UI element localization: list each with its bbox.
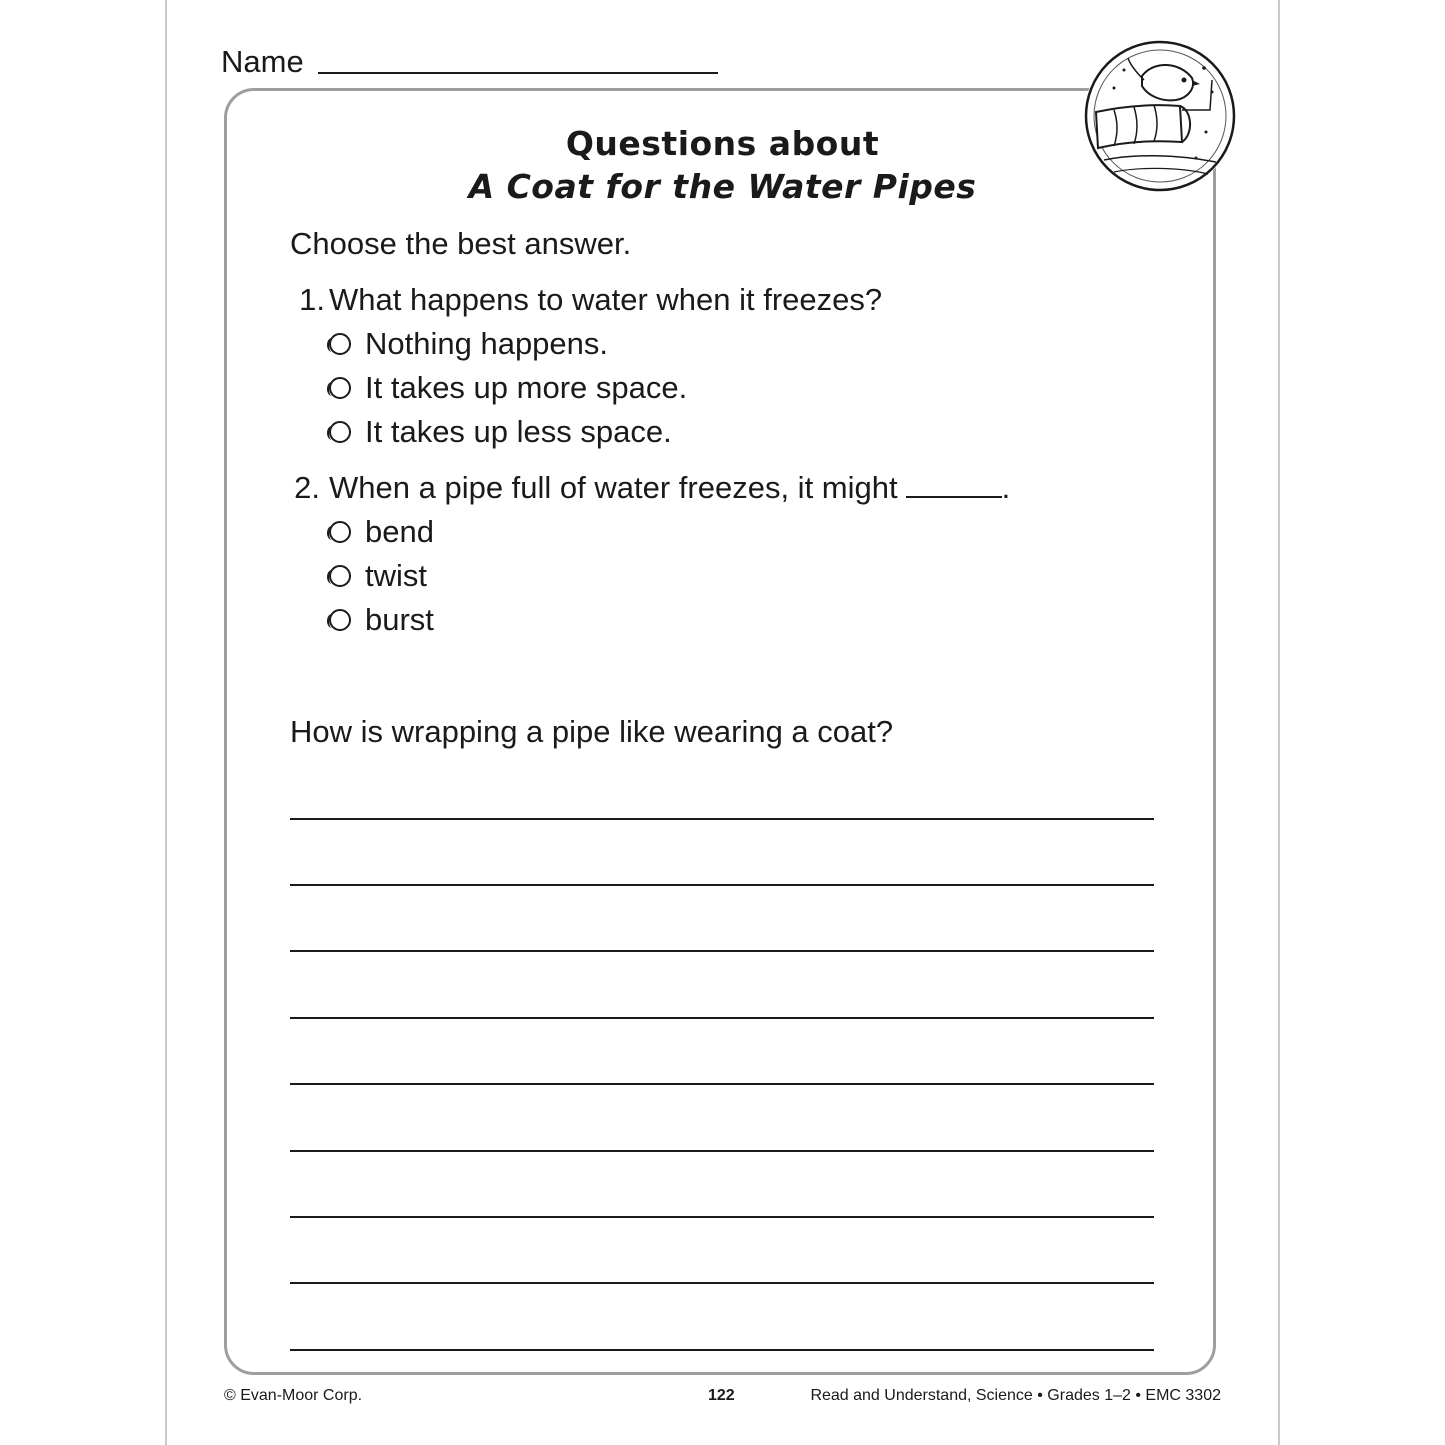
option-label: burst xyxy=(365,602,434,637)
instructions: Choose the best answer. xyxy=(290,226,632,261)
answer-line[interactable] xyxy=(290,1349,1154,1351)
question-2-text: When a pipe full of water freezes, it might xyxy=(329,470,898,505)
page-number: 122 xyxy=(708,1387,735,1404)
radio-circle-icon[interactable] xyxy=(329,521,351,543)
answer-line[interactable] xyxy=(290,818,1154,820)
question-1-option-1[interactable] xyxy=(329,322,608,366)
option-label: It takes up more space. xyxy=(365,370,688,405)
footer-copyright: © Evan-Moor Corp. xyxy=(224,1387,363,1404)
page-edge-left xyxy=(165,0,167,1445)
question-2-period: . xyxy=(1001,470,1011,505)
question-2-option-2[interactable] xyxy=(329,554,427,598)
radio-circle-icon[interactable] xyxy=(329,565,351,587)
answer-line[interactable] xyxy=(290,884,1154,886)
answer-line[interactable] xyxy=(290,950,1154,952)
radio-circle-icon[interactable] xyxy=(329,421,351,443)
question-2-option-3[interactable] xyxy=(329,598,434,642)
question-1-option-2[interactable] xyxy=(329,366,687,410)
page-edge-right xyxy=(1278,0,1280,1445)
title-line-2: A Coat for the Water Pipes xyxy=(468,167,977,206)
option-label: It takes up less space. xyxy=(365,414,672,449)
question-1-text: What happens to water when it freezes? xyxy=(329,282,883,317)
question-1-number: 1. xyxy=(299,282,325,317)
question-1-option-3[interactable] xyxy=(329,410,672,454)
radio-circle-icon[interactable] xyxy=(329,609,351,631)
answer-line[interactable] xyxy=(290,1017,1154,1019)
question-2-text-wrap xyxy=(329,466,1010,510)
radio-circle-icon[interactable] xyxy=(329,377,351,399)
open-question-text: How is wrapping a pipe like wearing a coat? xyxy=(290,714,894,749)
question-2-blank[interactable] xyxy=(906,472,1002,498)
answer-line[interactable] xyxy=(290,1150,1154,1152)
name-field[interactable] xyxy=(318,72,718,74)
radio-circle-icon[interactable] xyxy=(329,333,351,355)
question-2-option-1[interactable] xyxy=(329,510,434,554)
option-label: bend xyxy=(365,514,434,549)
answer-line[interactable] xyxy=(290,1083,1154,1085)
answer-line[interactable] xyxy=(290,1216,1154,1218)
question-2-number: 2. xyxy=(294,470,320,505)
option-label: Nothing happens. xyxy=(365,326,609,361)
footer-book-info: Read and Understand, Science • Grades 1–2 • EMC 3302 xyxy=(810,1387,1221,1404)
answer-line[interactable] xyxy=(290,1282,1154,1284)
option-label: twist xyxy=(365,558,427,593)
name-label: Name xyxy=(221,44,304,79)
title-line-1: Questions about xyxy=(565,124,880,163)
